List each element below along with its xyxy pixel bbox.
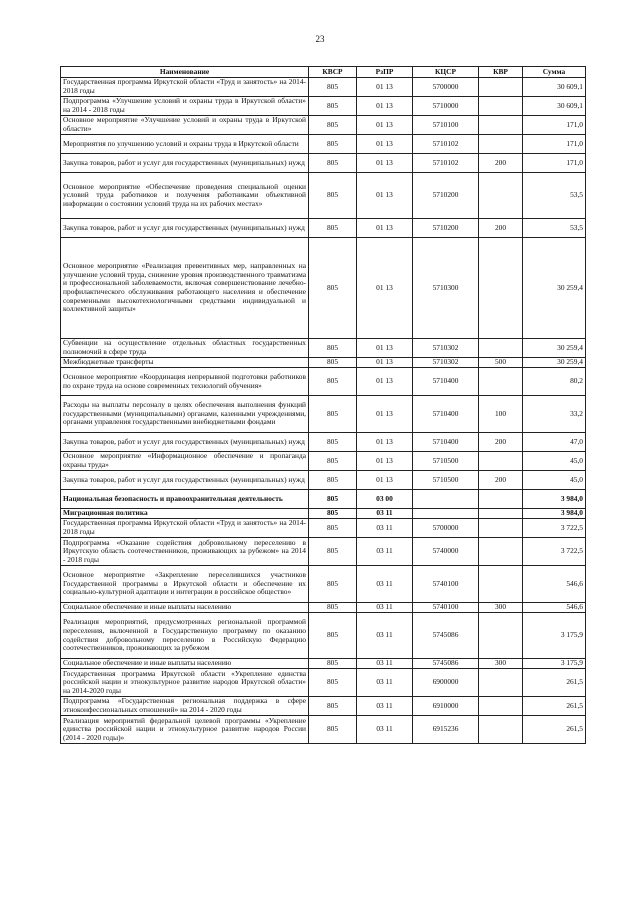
cell-sum: 30 609,1 [523, 78, 586, 97]
cell-name: Реализация мероприятий, предусмотренных региональной программой переселения, включенной в Государственную программу по оказанию содействия добровольному переселению в Российскую Федерацию соотечественников, проживающих за рубежом [61, 613, 309, 659]
header-sum: Сумма [523, 67, 586, 78]
cell-kcsr: 5710300 [413, 238, 479, 339]
cell-kvsr: 805 [309, 238, 357, 339]
cell-sum: 30 609,1 [523, 97, 586, 116]
header-kvr: КВР [479, 67, 523, 78]
table-row [61, 452, 586, 471]
table-row [61, 519, 586, 538]
cell-rzpr: 03 11 [357, 613, 413, 659]
table-row [61, 219, 586, 238]
cell-name: Основное мероприятие «Закрепление переселившихся участников Государственной программы в Иркутской области и обеспечение их социально-культурной адаптации и интеграции в российское общество» [61, 566, 309, 603]
cell-name: Закупка товаров, работ и услуг для государственных (муниципальных) нужд [61, 154, 309, 173]
cell-rzpr: 03 11 [357, 697, 413, 716]
cell-kvsr: 805 [309, 669, 357, 697]
table-header-row [61, 67, 586, 78]
cell-rzpr: 03 11 [357, 519, 413, 538]
table-row [61, 538, 586, 566]
table-row [61, 97, 586, 116]
cell-kvr [479, 613, 523, 659]
cell-kvr [479, 538, 523, 566]
cell-rzpr: 01 13 [357, 396, 413, 433]
cell-sum: 3 722,5 [523, 519, 586, 538]
cell-rzpr: 01 13 [357, 339, 413, 358]
table-row [61, 433, 586, 452]
table-row [61, 116, 586, 135]
cell-rzpr: 01 13 [357, 452, 413, 471]
cell-kcsr: 5740100 [413, 603, 479, 613]
cell-rzpr: 01 13 [357, 135, 413, 154]
cell-kvr [479, 697, 523, 716]
cell-kcsr: 6900000 [413, 669, 479, 697]
cell-sum: 3 984,0 [523, 490, 586, 509]
cell-sum: 33,2 [523, 396, 586, 433]
cell-sum: 261,5 [523, 669, 586, 697]
cell-kcsr: 5710400 [413, 368, 479, 396]
cell-kcsr: 5700000 [413, 78, 479, 97]
cell-kvr: 200 [479, 433, 523, 452]
cell-kvr [479, 452, 523, 471]
cell-name: Субвенции на осуществление отдельных областных государственных полномочий в сфере труда [61, 339, 309, 358]
cell-kvsr: 805 [309, 471, 357, 490]
cell-rzpr: 03 00 [357, 490, 413, 509]
cell-rzpr: 03 11 [357, 566, 413, 603]
cell-sum: 53,5 [523, 219, 586, 238]
cell-sum: 45,0 [523, 452, 586, 471]
cell-name: Государственная программа Иркутской области «Укрепление единства российской нации и этнокультурное развитие народов Иркутской области» на 2014-2020 годы [61, 669, 309, 697]
cell-kvsr: 805 [309, 219, 357, 238]
cell-name: Социальное обеспечение и иные выплаты населению [61, 603, 309, 613]
cell-kvr: 200 [479, 471, 523, 490]
cell-kvsr: 805 [309, 519, 357, 538]
cell-rzpr: 01 13 [357, 471, 413, 490]
header-kvsr: КВСР [309, 67, 357, 78]
cell-kvr [479, 78, 523, 97]
cell-kvsr: 805 [309, 97, 357, 116]
table-row [61, 669, 586, 697]
cell-kvr [479, 669, 523, 697]
header-kcsr: КЦСР [413, 67, 479, 78]
cell-name: Миграционная политика [61, 509, 309, 519]
cell-sum: 3 175,9 [523, 659, 586, 669]
cell-kvr: 300 [479, 659, 523, 669]
cell-kvsr: 805 [309, 396, 357, 433]
cell-kvr [479, 509, 523, 519]
cell-kvsr: 805 [309, 509, 357, 519]
table-row [61, 613, 586, 659]
table-row [61, 490, 586, 509]
cell-kcsr: 5710102 [413, 154, 479, 173]
cell-kvsr: 805 [309, 490, 357, 509]
cell-sum: 546,6 [523, 566, 586, 603]
table-row [61, 603, 586, 613]
cell-rzpr: 01 13 [357, 154, 413, 173]
cell-kcsr: 5710400 [413, 433, 479, 452]
cell-kcsr: 5745086 [413, 613, 479, 659]
cell-name: Основное мероприятие «Реализация превентивных мер, направленных на улучшение условий труда, снижение уровня производственного травматизма и профессиональной заболеваемости, включая совершенствование лечебно-профилактического обслуживания работающего населения и обеспечение современными высокотехнологичными средствами индивидуальной и коллективной защиты» [61, 238, 309, 339]
cell-kvr [479, 490, 523, 509]
cell-rzpr: 01 13 [357, 368, 413, 396]
cell-rzpr: 01 13 [357, 116, 413, 135]
cell-kvr [479, 135, 523, 154]
cell-kvsr: 805 [309, 659, 357, 669]
cell-kcsr: 6910000 [413, 697, 479, 716]
cell-rzpr: 03 11 [357, 509, 413, 519]
cell-name: Закупка товаров, работ и услуг для государственных (муниципальных) нужд [61, 219, 309, 238]
cell-kvr [479, 716, 523, 744]
cell-kvsr: 805 [309, 78, 357, 97]
cell-kcsr: 6915236 [413, 716, 479, 744]
table-row [61, 509, 586, 519]
cell-sum: 30 259,4 [523, 238, 586, 339]
cell-kvsr: 805 [309, 368, 357, 396]
cell-rzpr: 03 11 [357, 538, 413, 566]
cell-sum: 261,5 [523, 697, 586, 716]
cell-sum: 47,0 [523, 433, 586, 452]
cell-sum: 546,6 [523, 603, 586, 613]
cell-sum: 171,0 [523, 116, 586, 135]
table-row [61, 154, 586, 173]
cell-rzpr: 03 11 [357, 669, 413, 697]
table-row [61, 173, 586, 219]
cell-kcsr: 5710500 [413, 471, 479, 490]
cell-kvr: 200 [479, 219, 523, 238]
table-row [61, 471, 586, 490]
cell-rzpr: 03 11 [357, 603, 413, 613]
cell-name: Основное мероприятие «Обеспечение проведения специальной оценки условий труда работников и получения работниками объективной информации о состоянии условий труда на их рабочих местах» [61, 173, 309, 219]
cell-kvsr: 805 [309, 339, 357, 358]
cell-name: Национальная безопасность и правоохранительная деятельность [61, 490, 309, 509]
page-number: 23 [315, 34, 325, 44]
cell-rzpr: 01 13 [357, 219, 413, 238]
cell-sum: 45,0 [523, 471, 586, 490]
table-row [61, 135, 586, 154]
cell-kcsr [413, 509, 479, 519]
cell-name: Подпрограмма «Оказание содействия добровольному переселению в Иркутскую область соотечественников, проживающих за рубежом» на 2014 - 2018 годы [61, 538, 309, 566]
cell-rzpr: 01 13 [357, 97, 413, 116]
cell-name: Реализация мероприятий федеральной целевой программы «Укрепление единства российской нации и этнокультурное развитие народов России (2014 - 2020 годы)» [61, 716, 309, 744]
cell-sum: 261,5 [523, 716, 586, 744]
table-row [61, 358, 586, 368]
cell-name: Основное мероприятие «Информационное обеспечение и пропаганда охраны труда» [61, 452, 309, 471]
cell-kvsr: 805 [309, 358, 357, 368]
cell-sum: 3 984,0 [523, 509, 586, 519]
table-row [61, 78, 586, 97]
cell-kvsr: 805 [309, 716, 357, 744]
cell-kvsr: 805 [309, 154, 357, 173]
cell-kvr: 500 [479, 358, 523, 368]
cell-kvsr: 805 [309, 173, 357, 219]
cell-kvr [479, 116, 523, 135]
cell-kvr [479, 368, 523, 396]
cell-kvr [479, 173, 523, 219]
cell-kvsr: 805 [309, 603, 357, 613]
cell-kvsr: 805 [309, 135, 357, 154]
cell-kcsr: 5740000 [413, 538, 479, 566]
cell-kvr: 200 [479, 154, 523, 173]
cell-kcsr: 5710500 [413, 452, 479, 471]
cell-name: Государственная программа Иркутской области «Труд и занятость» на 2014-2018 годы [61, 519, 309, 538]
cell-name: Подпрограмма «Государственная региональная поддержка в сфере этноконфессиональных отношений» на 2014 - 2020 годы [61, 697, 309, 716]
cell-name: Закупка товаров, работ и услуг для государственных (муниципальных) нужд [61, 471, 309, 490]
cell-name: Закупка товаров, работ и услуг для государственных (муниципальных) нужд [61, 433, 309, 452]
cell-kvsr: 805 [309, 538, 357, 566]
cell-sum: 171,0 [523, 154, 586, 173]
cell-name: Социальное обеспечение и иные выплаты населению [61, 659, 309, 669]
table-row [61, 659, 586, 669]
cell-rzpr: 01 13 [357, 78, 413, 97]
cell-kvr [479, 97, 523, 116]
cell-sum: 171,0 [523, 135, 586, 154]
cell-sum: 80,2 [523, 368, 586, 396]
cell-kvsr: 805 [309, 116, 357, 135]
cell-rzpr: 03 11 [357, 716, 413, 744]
cell-kcsr [413, 490, 479, 509]
cell-kvsr: 805 [309, 697, 357, 716]
cell-kvr [479, 339, 523, 358]
table-row [61, 396, 586, 433]
table-row [61, 716, 586, 744]
cell-name: Подпрограмма «Улучшение условий и охраны труда в Иркутской области» на 2014 - 2018 годы [61, 97, 309, 116]
cell-sum: 30 259,4 [523, 358, 586, 368]
cell-name: Расходы на выплаты персоналу в целях обеспечения выполнения функций государственными (муниципальными) органами, казенными учреждениями, органами управления государственными внебюджетными фондами [61, 396, 309, 433]
cell-kcsr: 5710302 [413, 358, 479, 368]
cell-name: Мероприятия по улучшению условий и охраны труда в Иркутской области [61, 135, 309, 154]
cell-name: Государственная программа Иркутской области «Труд и занятость» на 2014-2018 годы [61, 78, 309, 97]
table-row [61, 697, 586, 716]
cell-kcsr: 5710200 [413, 173, 479, 219]
table-row [61, 566, 586, 603]
table-body [61, 78, 586, 744]
cell-kvr: 100 [479, 396, 523, 433]
cell-kvsr: 805 [309, 613, 357, 659]
cell-kvsr: 805 [309, 433, 357, 452]
cell-kcsr: 5710400 [413, 396, 479, 433]
header-name: Наименование [61, 67, 309, 78]
cell-kvr: 300 [479, 603, 523, 613]
cell-kcsr: 5710000 [413, 97, 479, 116]
cell-kcsr: 5710100 [413, 116, 479, 135]
cell-rzpr: 01 13 [357, 433, 413, 452]
cell-kvr [479, 238, 523, 339]
cell-kvsr: 805 [309, 566, 357, 603]
cell-sum: 53,5 [523, 173, 586, 219]
table-row [61, 238, 586, 339]
cell-kcsr: 5740100 [413, 566, 479, 603]
cell-sum: 3 722,5 [523, 538, 586, 566]
cell-rzpr: 01 13 [357, 173, 413, 219]
cell-kcsr: 5710302 [413, 339, 479, 358]
cell-sum: 3 175,9 [523, 613, 586, 659]
cell-rzpr: 03 11 [357, 659, 413, 669]
cell-name: Межбюджетные трансферты [61, 358, 309, 368]
cell-kcsr: 5710102 [413, 135, 479, 154]
cell-sum: 30 259,4 [523, 339, 586, 358]
cell-kcsr: 5700000 [413, 519, 479, 538]
header-rzpr: РзПР [357, 67, 413, 78]
cell-kvsr: 805 [309, 452, 357, 471]
table-row [61, 339, 586, 358]
budget-table [60, 66, 586, 744]
cell-name: Основное мероприятие «Улучшение условий и охраны труда в Иркутской области» [61, 116, 309, 135]
cell-name: Основное мероприятие «Координация непрерывной подготовки работников по охране труда на основе современных технологий обучения» [61, 368, 309, 396]
table-row [61, 368, 586, 396]
cell-kcsr: 5745086 [413, 659, 479, 669]
cell-rzpr: 01 13 [357, 238, 413, 339]
cell-rzpr: 01 13 [357, 358, 413, 368]
cell-kvr [479, 566, 523, 603]
cell-kvr [479, 519, 523, 538]
cell-kcsr: 5710200 [413, 219, 479, 238]
